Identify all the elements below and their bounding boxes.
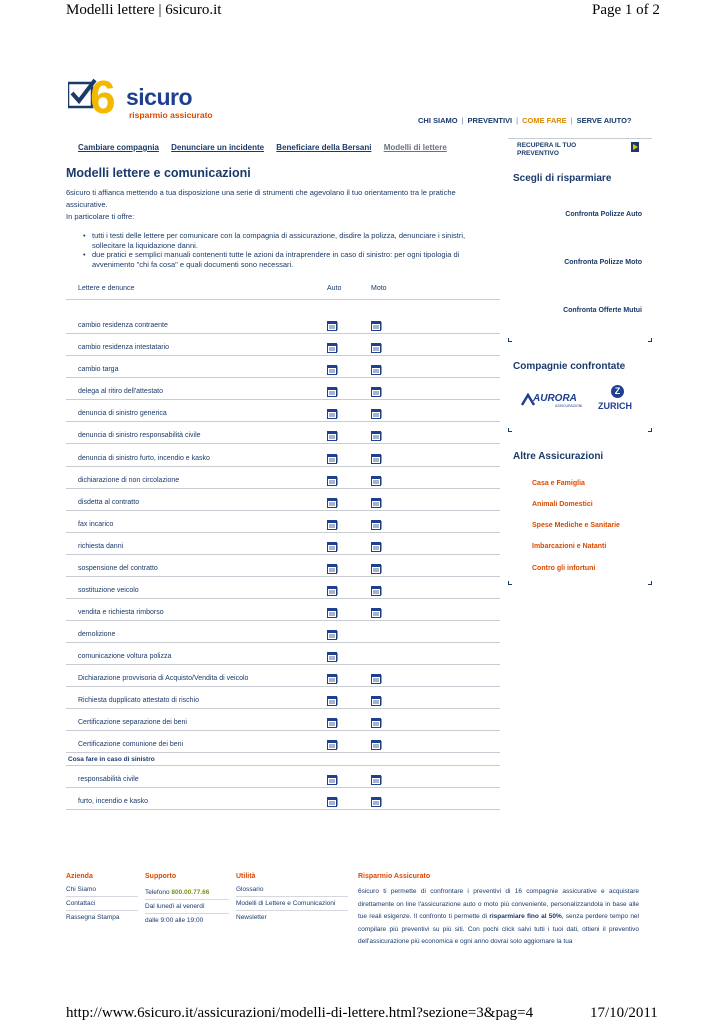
box-corner	[508, 338, 512, 342]
table-row	[66, 665, 500, 687]
compare-moto-link[interactable]: Confronta Polizze Moto	[564, 259, 642, 266]
zurich-logo[interactable]	[598, 385, 642, 413]
footer-utilita-list	[236, 883, 348, 924]
letter-name: cambio residenza intestatario	[78, 344, 170, 351]
footer-risparmio-text	[358, 886, 639, 949]
table-row	[66, 643, 500, 665]
link-infortuni[interactable]: Contro gli infortuni	[532, 565, 596, 572]
letter-name: denuncia di sinistro furto, incendio e kasko	[78, 455, 210, 462]
topnav-chi-siamo[interactable]: CHI SIAMO	[418, 116, 458, 125]
footer-risparmio-title: Risparmio Assicurato	[358, 873, 431, 880]
link-imbarcazioni[interactable]: Imbarcazioni e Natanti	[532, 543, 607, 550]
sub-navigation	[78, 143, 457, 152]
download-moto-doc-icon[interactable]	[371, 696, 382, 706]
page-title: Modelli lettere e comunicazioni	[66, 166, 251, 180]
table-row	[66, 511, 500, 533]
download-moto-doc-icon[interactable]	[371, 564, 382, 574]
letter-name: sospensione del contratto	[78, 565, 158, 572]
table-row	[66, 599, 500, 621]
footer-link-modelli[interactable]: Modelli di Lettere e Comunicazioni	[236, 897, 348, 911]
offer-list	[80, 231, 500, 269]
altre-title: Altre Assicurazioni	[513, 451, 604, 462]
subnav-cambiare-compagnia[interactable]: Cambiare compagnia	[78, 143, 159, 152]
table-row	[66, 489, 500, 511]
download-auto-doc-icon[interactable]	[327, 696, 338, 706]
letter-name: dichiarazione di non circolazione	[78, 477, 180, 484]
list-item	[80, 231, 500, 250]
download-auto-doc-icon[interactable]	[327, 586, 338, 596]
footer-supporto-title: Supporto	[145, 873, 177, 880]
topnav-separator: |	[516, 116, 519, 125]
download-moto-doc-icon[interactable]	[371, 454, 382, 464]
table-row	[66, 766, 500, 788]
footer-text-part: 6sicuro ti permette di confrontare i preventivi di 16 compagnie assicurative e acquistare direttamente on line l'assicurazione auto o moto più conveniente, personalizzandola in base alle tue reali esigenze. Il confronto ti permette di	[358, 888, 639, 920]
letter-name: furto, incendio e kasko	[78, 798, 149, 805]
letter-name: Richiesta dupplicato attestato di rischio	[78, 697, 200, 704]
intro-line: 6sicuro ti affianca mettendo a tua disposizione una serie di strumenti che agevolano il tuo orientamento tra le pratiche	[66, 188, 456, 197]
letters-table	[66, 283, 500, 810]
download-auto-doc-icon[interactable]	[327, 321, 338, 331]
download-moto-doc-icon[interactable]	[371, 431, 382, 441]
table-body	[66, 300, 500, 810]
logo-brand: sicuro	[126, 84, 193, 110]
letter-name: Certificazione separazione dei beni	[78, 719, 187, 726]
recover-label: PREVENTIVO	[517, 150, 559, 157]
browser-print-date: 17/10/2011	[590, 1005, 658, 1021]
download-moto-doc-icon[interactable]	[371, 387, 382, 397]
download-auto-doc-icon[interactable]	[327, 365, 338, 375]
footer-utilita-title: Utilità	[236, 873, 256, 880]
letter-name: responsabilità civile	[78, 776, 139, 783]
download-auto-doc-icon[interactable]	[327, 431, 338, 441]
download-auto-doc-icon[interactable]	[327, 652, 338, 662]
col-header-auto: Auto	[327, 285, 342, 292]
download-moto-doc-icon[interactable]	[371, 365, 382, 375]
col-header-moto: Moto	[371, 285, 387, 292]
table-row	[66, 300, 500, 334]
table-row	[66, 709, 500, 731]
letter-name: denuncia di sinistro responsabilità civile	[78, 432, 201, 439]
download-auto-doc-icon[interactable]	[327, 674, 338, 684]
footer-hours: Dal lunedì al venerdì	[145, 900, 229, 914]
download-moto-doc-icon[interactable]	[371, 718, 382, 728]
arrow-right-icon[interactable]	[631, 142, 639, 152]
download-auto-doc-icon[interactable]	[327, 476, 338, 486]
letter-name: fax incarico	[78, 521, 114, 528]
subnav-modelli-lettere[interactable]: Modelli di lettere	[383, 143, 447, 152]
box-corner	[648, 428, 652, 432]
box-corner	[648, 581, 652, 585]
download-auto-doc-icon[interactable]	[327, 520, 338, 530]
footer-supporto-list	[145, 886, 229, 927]
recover-label: RECUPERA IL TUO	[517, 142, 577, 149]
download-auto-doc-icon[interactable]	[327, 454, 338, 464]
download-auto-doc-icon[interactable]	[327, 608, 338, 618]
letter-name: cambio targa	[78, 366, 119, 373]
link-casa-famiglia[interactable]: Casa e Famiglia	[532, 480, 585, 487]
subnav-bersani[interactable]: Beneficiare della Bersani	[276, 143, 372, 152]
download-moto-doc-icon[interactable]	[371, 542, 382, 552]
browser-page-title: Modelli lettere | 6sicuro.it	[66, 2, 222, 18]
table-row	[66, 621, 500, 643]
download-auto-doc-icon[interactable]	[327, 797, 338, 807]
footer-phone	[145, 886, 229, 900]
aurora-sub: ASSICURAZIONI	[555, 404, 583, 408]
compagnie-title: Compagnie confrontate	[513, 361, 626, 372]
table-row	[66, 400, 500, 422]
table-row	[66, 467, 500, 489]
footer-link-contattaci[interactable]: Contattaci	[66, 897, 138, 911]
topnav-come-fare[interactable]: COME FARE	[522, 116, 567, 125]
footer-link-glossario[interactable]: Glossario	[236, 883, 348, 897]
footer-hours: dalle 9:00 alle 19:00	[145, 917, 204, 924]
phone-label: Telefono	[145, 889, 170, 896]
list-item	[80, 250, 500, 269]
download-moto-doc-icon[interactable]	[371, 740, 382, 750]
download-moto-doc-icon[interactable]	[371, 520, 382, 530]
scegli-title: Scegli di risparmiare	[513, 173, 612, 184]
letter-name: comunicazione voltura polizza	[78, 653, 172, 660]
download-auto-doc-icon[interactable]	[327, 542, 338, 552]
table-row	[66, 356, 500, 378]
download-auto-doc-icon[interactable]	[327, 564, 338, 574]
recover-quote-link[interactable]	[517, 142, 576, 158]
topnav-preventivi[interactable]: PREVENTIVI	[467, 116, 513, 125]
download-auto-doc-icon[interactable]	[327, 775, 338, 785]
footer-text-part: , senza perdere tempo nel compilare più preventivi su più siti. Con pochi click salvi tutti i tuoi dati, ottieni il preventivo dell'assicurazione più economica e ogni anno dovrai solo aggiornare la tua	[358, 913, 639, 945]
zurich-mark-icon: Z	[611, 385, 624, 398]
letter-name: delega al ritiro dell'attestato	[78, 388, 163, 395]
download-moto-doc-icon[interactable]	[371, 321, 382, 331]
aurora-logo[interactable]	[521, 390, 581, 412]
box-corner	[508, 428, 512, 432]
footer-link-newsletter[interactable]: Newsletter	[236, 914, 267, 921]
logo-tagline: risparmio assicurato	[129, 110, 213, 120]
letter-name: denuncia di sinistro generica	[78, 410, 167, 417]
col-header-name: Lettere e denunce	[78, 285, 135, 292]
download-moto-doc-icon[interactable]	[371, 586, 382, 596]
box-corner	[508, 581, 512, 585]
download-auto-doc-icon[interactable]	[327, 343, 338, 353]
download-auto-doc-icon[interactable]	[327, 718, 338, 728]
box-corner	[648, 338, 652, 342]
table-row	[66, 731, 500, 753]
download-auto-doc-icon[interactable]	[327, 630, 338, 640]
link-spese-mediche[interactable]: Spese Mediche e Sanitarie	[532, 522, 620, 529]
letter-name: Dichiarazione provvisoria di Acquisto/Vendita di veicolo	[78, 675, 249, 682]
table-row	[66, 687, 500, 709]
table-row	[66, 422, 500, 444]
table-row	[66, 444, 500, 467]
phone-number[interactable]: 800.00.77.66	[171, 889, 210, 896]
letter-name: demolizione	[78, 631, 116, 638]
footer-azienda-list	[66, 883, 138, 924]
browser-page-number: Page 1 of 2	[592, 2, 660, 18]
logo-digit: 6	[90, 71, 116, 123]
table-row	[66, 577, 500, 599]
bullet-text: avvenimento "chi fa cosa" e quali documenti sono necessari.	[92, 259, 294, 269]
intro-line: assicurative.	[66, 200, 108, 209]
site-logo[interactable]	[68, 71, 218, 126]
table-row	[66, 334, 500, 356]
table-row	[66, 378, 500, 400]
sidebar-divider	[508, 138, 652, 139]
section-header: Cosa fare in caso di sinistro	[66, 753, 500, 766]
download-moto-doc-icon[interactable]	[371, 409, 382, 419]
download-moto-doc-icon[interactable]	[371, 775, 382, 785]
download-moto-doc-icon[interactable]	[371, 343, 382, 353]
top-navigation	[418, 116, 632, 125]
letter-name: vendita e richiesta rimborso	[78, 609, 164, 616]
compare-auto-link[interactable]: Confronta Polizze Auto	[565, 211, 642, 218]
download-auto-doc-icon[interactable]	[327, 740, 338, 750]
letter-name: cambio residenza contraente	[78, 322, 168, 329]
link-animali[interactable]: Animali Domestici	[532, 501, 593, 508]
topnav-separator: |	[570, 116, 573, 125]
bullet-text: due pratici e semplici manuali contenenti tutte le azioni da intraprendere in caso di sinistro: per ogni tipologia di	[92, 250, 460, 259]
footer-link-rassegna[interactable]: Rassegna Stampa	[66, 914, 120, 921]
subnav-denunciare-incidente[interactable]: Denunciare un incidente	[171, 143, 265, 152]
download-moto-doc-icon[interactable]	[371, 608, 382, 618]
letter-name: sostituzione veicolo	[78, 587, 139, 594]
footer-text-bold: risparmiare fino al 50%	[489, 913, 562, 920]
download-auto-doc-icon[interactable]	[327, 409, 338, 419]
aurora-name: AURORA	[533, 393, 577, 404]
table-header	[66, 283, 500, 300]
download-auto-doc-icon[interactable]	[327, 387, 338, 397]
table-row	[66, 555, 500, 577]
download-moto-doc-icon[interactable]	[371, 498, 382, 508]
intro-text	[66, 187, 496, 223]
topnav-separator: |	[461, 116, 464, 125]
compare-mutui-link[interactable]: Confronta Offerte Mutui	[563, 307, 642, 314]
bullet-text: sollecitare la liquidazione danni.	[92, 240, 198, 250]
letter-name: richiesta danni	[78, 543, 124, 550]
table-row	[66, 533, 500, 555]
zurich-name: ZURICH	[598, 401, 632, 411]
browser-page-url: http://www.6sicuro.it/assicurazioni/modelli-di-lettere.html?sezione=3&pag=4	[66, 1005, 534, 1021]
download-moto-doc-icon[interactable]	[371, 476, 382, 486]
download-moto-doc-icon[interactable]	[371, 797, 382, 807]
intro-line: In particolare ti offre:	[66, 212, 135, 221]
download-auto-doc-icon[interactable]	[327, 498, 338, 508]
footer-link-chi-siamo[interactable]: Chi Siamo	[66, 883, 138, 897]
download-moto-doc-icon[interactable]	[371, 674, 382, 684]
letter-name: Certificazione comunione dei beni	[78, 741, 184, 748]
footer-azienda-title: Azienda	[66, 873, 93, 880]
bullet-text: tutti i testi delle lettere per comunicare con la compagnia di assicurazione, disdire la polizza, denunciare i sinistri,	[92, 231, 466, 240]
letter-name: disdetta al contratto	[78, 499, 140, 506]
topnav-serve-aiuto[interactable]: SERVE AIUTO?	[576, 116, 632, 125]
table-row	[66, 788, 500, 810]
